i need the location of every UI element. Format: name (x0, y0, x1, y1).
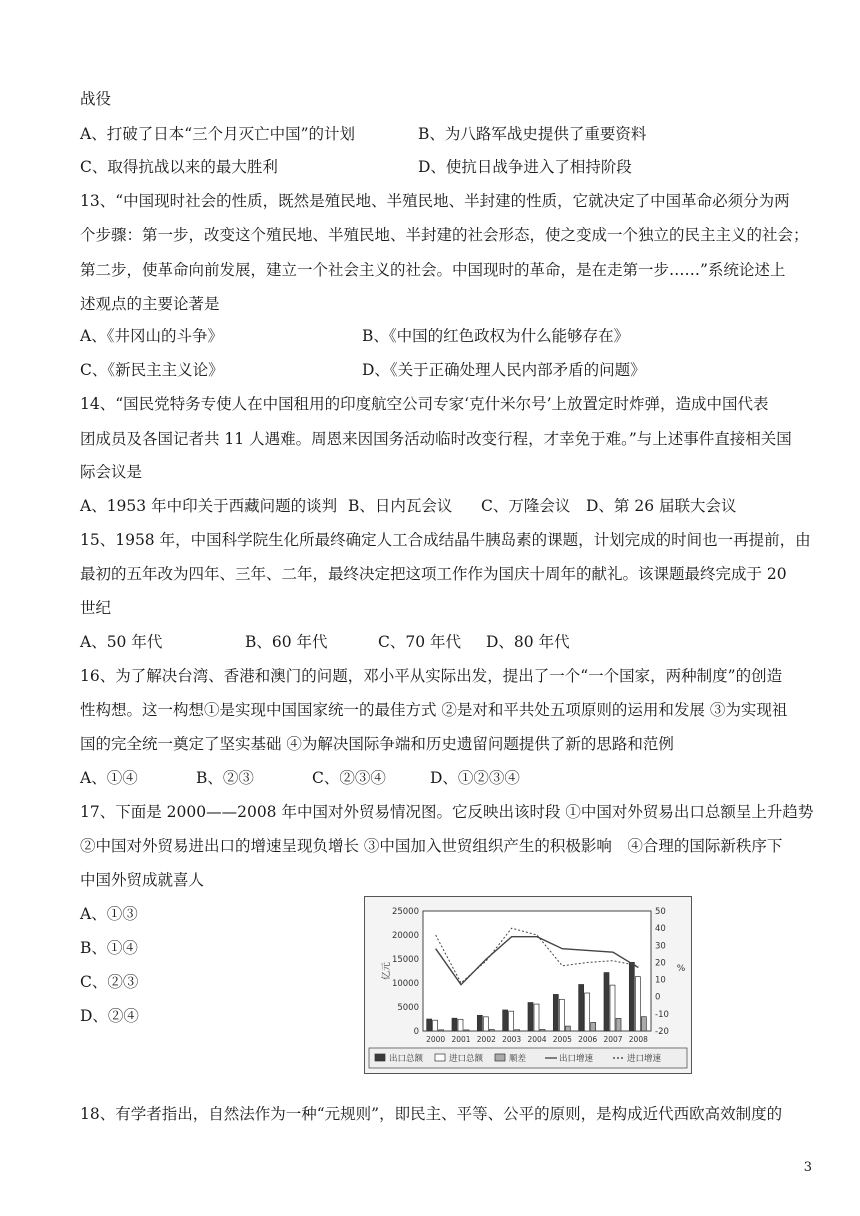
trade-chart-svg (365, 897, 691, 1073)
q12-option-d: D、使抗日战争进入了相持阶段 (418, 158, 632, 176)
y-right-tick-label: 10 (655, 975, 666, 986)
bar-出口总额 (427, 1019, 432, 1031)
q13-option-a: A、《井冈山的斗争》 (80, 327, 223, 345)
bar-出口总额 (528, 1003, 533, 1031)
q16-stem-line-1: 16、为了解决台湾、香港和澳门的问题，邓小平从实际出发，提出了一个“一个国家，两种制度”的创造 (80, 667, 783, 685)
x-tick-label: 2007 (603, 1035, 623, 1044)
q13-stem-line-1: 13、“中国现时社会的性质，既然是殖民地、半殖民地、半封建的性质，它就决定了中国革命必须分为两 (80, 192, 790, 210)
x-tick-label: 2008 (628, 1035, 648, 1044)
y-right-tick-label: -20 (655, 1027, 669, 1037)
page-number: 3 (803, 1160, 812, 1175)
q17-stem-line-3: 中国外贸成就喜人 (80, 871, 205, 889)
q17-option-b: B、①④ (80, 939, 138, 957)
q15-option-d: D、80 年代 (486, 633, 570, 651)
y-left-tick-label: 20000 (391, 931, 419, 941)
x-tick-label: 2004 (527, 1035, 547, 1044)
legend-label: 进口总额 (449, 1054, 484, 1064)
x-tick-label: 2001 (451, 1035, 471, 1044)
q13-stem-line-2: 个步骤：第一步，改变这个殖民地、半殖民地、半封建的社会形态，使之变成一个独立的民主主义的社会； (80, 226, 809, 244)
bar-出口总额 (629, 962, 634, 1031)
bar-进口总额 (534, 1004, 539, 1031)
legend-swatch-出口总额 (375, 1054, 385, 1061)
q16-option-a: A、①④ (80, 769, 138, 787)
x-tick-label: 2002 (476, 1035, 496, 1044)
q16-option-c: C、②③④ (312, 769, 386, 787)
q13-option-b: B、《中国的红色政权为什么能够存在》 (362, 327, 630, 345)
bar-顺差 (641, 1017, 646, 1031)
y-right-tick-label: 30 (655, 941, 666, 952)
bar-进口总额 (458, 1019, 463, 1031)
q17-stem-line-1: 17、下面是 2000——2008 年中国对外贸易情况图。它反映出该时段 ①中国对外贸易出口总额呈上升趋势 (80, 803, 814, 821)
bar-进口总额 (585, 993, 590, 1031)
q14-option-c: C、万隆会议 (481, 497, 571, 515)
bar-顺差 (489, 1030, 494, 1031)
bar-出口总额 (503, 1010, 508, 1031)
bar-出口总额 (452, 1018, 457, 1031)
x-tick-label: 2000 (426, 1035, 446, 1044)
bar-出口总额 (579, 984, 584, 1031)
q13-stem-line-4: 述观点的主要论著是 (80, 295, 220, 313)
x-tick-label: 2003 (502, 1035, 522, 1044)
legend-label: 顺差 (509, 1054, 527, 1064)
q16-stem-line-3: 国的完全统一奠定了坚实基础 ④为解决国际争端和历史遗留问题提供了新的思路和范例 (80, 735, 674, 753)
trade-chart (364, 896, 692, 1074)
legend-label: 出口增速 (559, 1054, 594, 1064)
q16-option-b: B、②③ (196, 769, 254, 787)
bar-顺差 (439, 1030, 444, 1031)
q15-option-a: A、50 年代 (80, 633, 163, 651)
q14-stem-line-3: 际会议是 (80, 463, 143, 481)
bar-进口总额 (635, 977, 640, 1031)
bar-出口总额 (604, 973, 609, 1031)
q15-option-c: C、70 年代 (378, 633, 462, 651)
y-left-tick-label: 5000 (397, 1003, 419, 1013)
y-left-tick-label: 25000 (391, 907, 419, 917)
y-left-tick-label: 10000 (391, 979, 419, 989)
bar-出口总额 (553, 994, 558, 1031)
bar-顺差 (464, 1030, 469, 1031)
q15-option-b: B、60 年代 (245, 633, 328, 651)
q17-option-d: D、②④ (80, 1007, 139, 1025)
q12-continuation: 战役 (80, 90, 112, 108)
q14-stem-line-2: 团成员及各国记者共 11 人遇难。周恩来因国务活动临时改变行程，才幸免于难。”与上述事件直接相关国 (80, 430, 792, 448)
q17-option-c: C、②③ (80, 973, 139, 991)
q14-option-d: D、第 26 届联大会议 (586, 497, 737, 515)
y-right-tick-label: 0 (655, 992, 661, 1003)
bar-顺差 (515, 1030, 520, 1031)
q17-stem-line-2: ②中国对外贸易进出口的增速呈现负增长 ③中国加入世贸组织产生的积极影响 ④合理的国际新秩序下 (80, 837, 783, 855)
q12-option-b: B、为八路军战史提供了重要资料 (418, 125, 647, 143)
q12-option-c: C、取得抗战以来的最大胜利 (80, 158, 278, 176)
q15-stem-line-2: 最初的五年改为四年、三年、二年，最终决定把这项工作作为国庆十周年的献礼。该课题最终完成于 20 (80, 565, 787, 583)
y-left-tick-label: 0 (413, 1027, 419, 1037)
legend-swatch-顺差 (495, 1054, 505, 1061)
q13-option-d: D、《关于正确处理人民内部矛盾的问题》 (362, 361, 646, 379)
x-tick-label: 2005 (552, 1035, 572, 1044)
y-right-tick-label: -10 (655, 1009, 669, 1020)
q14-option-b: B、日内瓦会议 (348, 497, 453, 515)
bar-顺差 (616, 1018, 621, 1031)
q18-stem-line-1: 18、有学者指出，自然法作为一种“元规则”，即民主、平等、公平的原则，是构成近代西欧高效制度的 (80, 1105, 783, 1123)
bar-出口总额 (477, 1015, 482, 1031)
legend-swatch-进口总额 (435, 1054, 445, 1061)
q16-stem-line-2: 性构想。这一构想①是实现中国国家统一的最佳方式 ②是对和平共处五项原则的运用和发展 ③为实现祖 (80, 701, 788, 719)
y-right-tick-label: 50 (655, 907, 666, 917)
y-left-tick-label: 15000 (391, 955, 419, 965)
y-right-tick-label: 40 (655, 924, 666, 935)
q12-option-a: A、打破了日本“三个月灭亡中国”的计划 (80, 125, 356, 143)
bar-顺差 (565, 1026, 570, 1031)
bar-进口总额 (559, 999, 564, 1031)
q16-option-d: D、①②③④ (430, 769, 520, 787)
bar-进口总额 (509, 1011, 514, 1031)
y-right-tick-label: 20 (655, 958, 666, 969)
q13-stem-line-3: 第二步，使革命向前发展，建立一个社会主义的社会。中国现时的革命，是在走第一步……”系统论述上 (80, 261, 786, 279)
x-tick-label: 2006 (578, 1035, 598, 1044)
y-left-axis-label: 亿元 (382, 961, 392, 981)
bar-顺差 (540, 1029, 545, 1031)
bar-顺差 (591, 1022, 596, 1031)
bar-进口总额 (610, 985, 615, 1031)
q13-option-c: C、《新民主主义论》 (80, 361, 224, 379)
legend-label: 出口总额 (389, 1054, 424, 1064)
q15-stem-line-1: 15、1958 年，中国科学院生化所最终确定人工合成结晶牛胰岛素的课题，计划完成的时间也一再提前，由 (80, 531, 811, 549)
q14-stem-line-1: 14、“国民党特务专使人在中国租用的印度航空公司专家‘克什米尔号’上放置定时炸弹，造成中国代表 (80, 395, 769, 413)
y-right-axis-label: % (676, 964, 686, 974)
bar-进口总额 (433, 1020, 438, 1031)
q17-option-a: A、①③ (80, 905, 138, 923)
q14-option-a: A、1953 年中印关于西藏问题的谈判 (80, 497, 338, 515)
bar-进口总额 (483, 1017, 488, 1031)
legend-label: 进口增速 (627, 1054, 662, 1064)
q15-stem-line-3: 世纪 (80, 599, 112, 617)
